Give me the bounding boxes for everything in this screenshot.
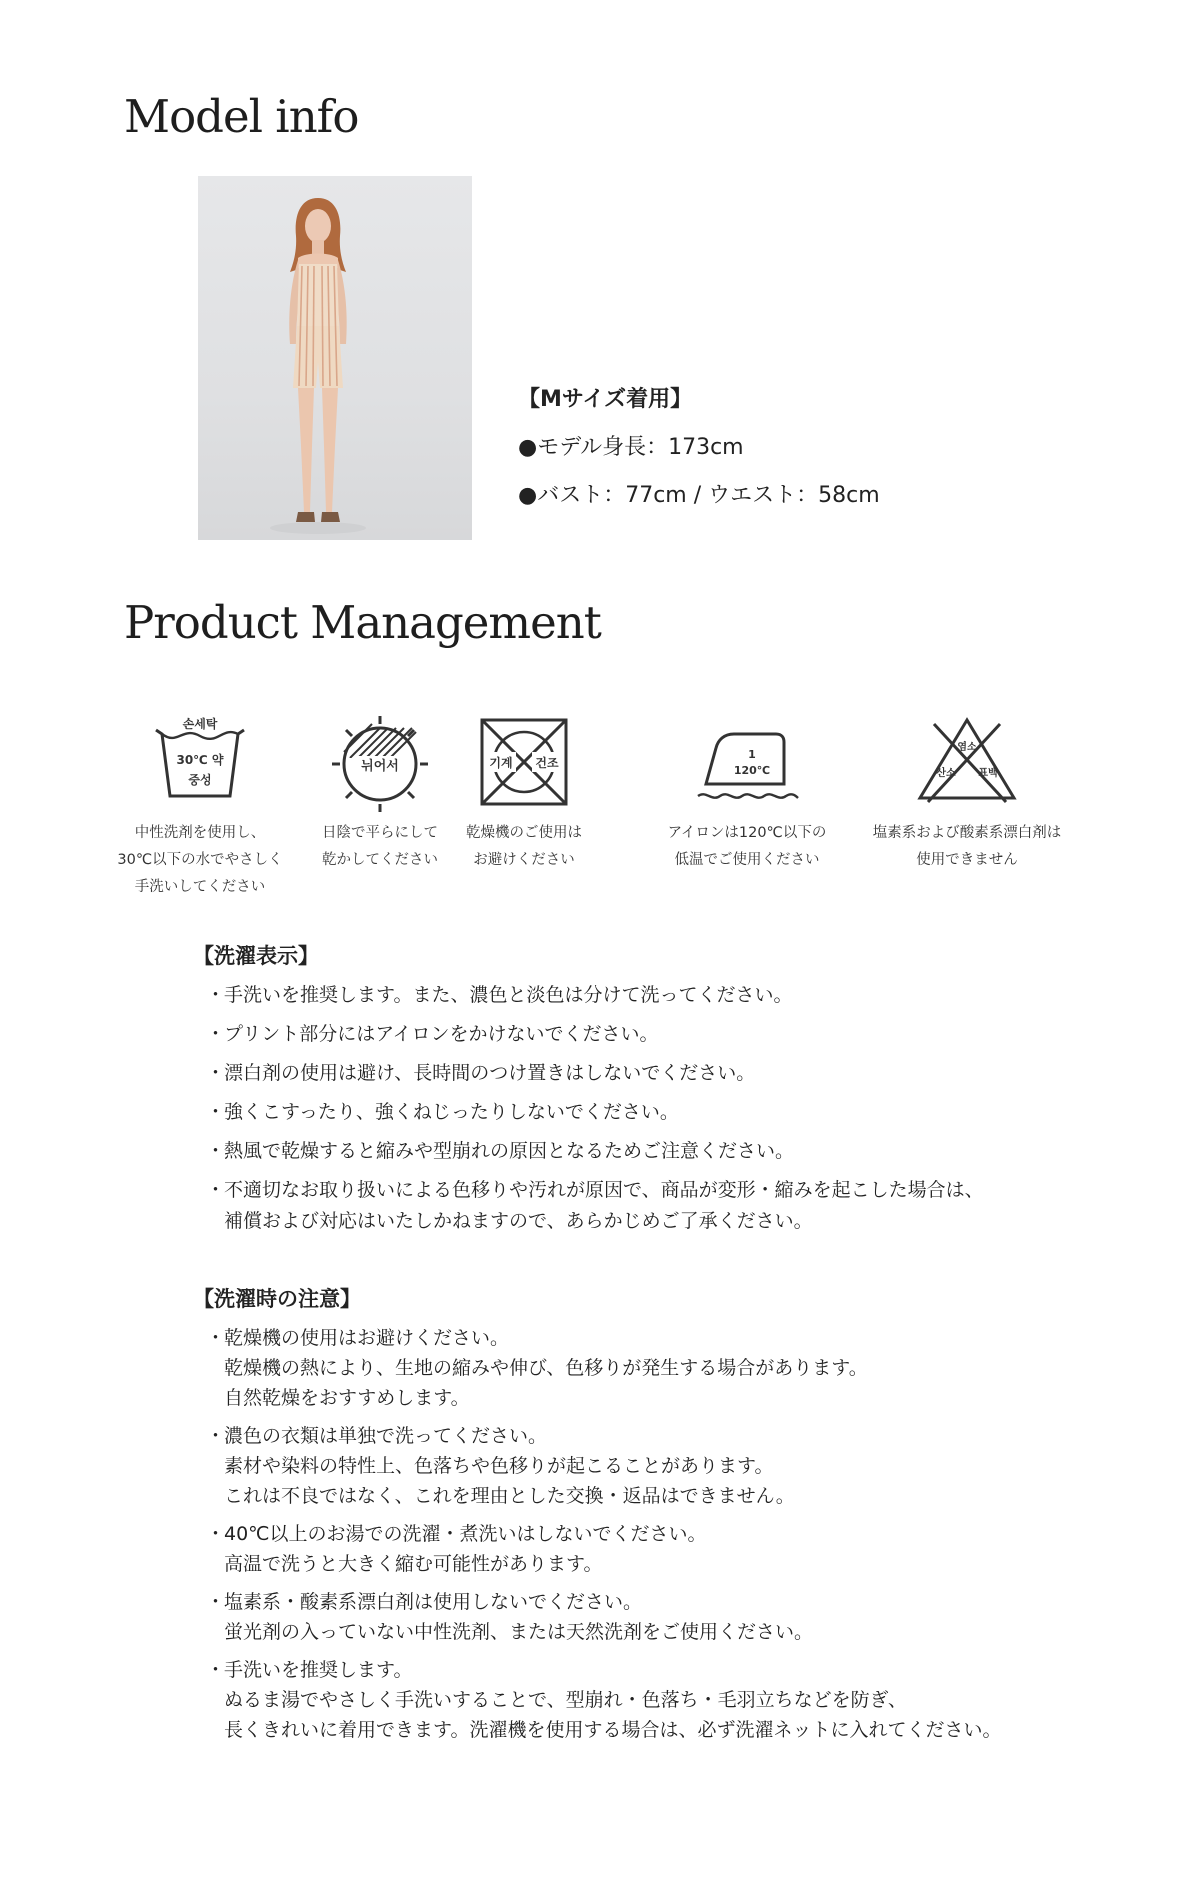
svg-text:표백: 표백 (978, 768, 998, 779)
wash-caution-list (193, 1323, 1001, 1745)
list-item: ・ 乾燥機の使用はお避けください。 乾燥機の熱により、生地の縮みや伸び、色移りが発生する場合があります。 自然乾燥をおすすめします。 (206, 1327, 868, 1409)
no-tumble-dry-caption: 乾燥機のご使用は お避けください (466, 825, 582, 868)
svg-text:30℃ 약: 30℃ 약 (176, 753, 224, 767)
wash-display-section (193, 940, 984, 1237)
hand-wash-caption: 中性洗剤を使用し、 30℃以下の水でやさしく 手洗いしてください (117, 825, 283, 895)
hand-wash-30-icon (148, 712, 252, 812)
wash-caution-heading: 【洗濯時の注意】 (193, 1287, 361, 1311)
model-size-label: 【Mサイズ着用】 (518, 387, 693, 412)
list-item: ・ 強くこすったり、強くねじったりしないでください。 (206, 1101, 679, 1123)
list-item: ・ プリント部分にはアイロンをかけないでください。 (206, 1023, 659, 1045)
svg-text:건조: 건조 (535, 756, 559, 770)
no-tumble-dry-icon (472, 712, 576, 812)
no-bleach-caption: 塩素系および酸素系漂白剤は 使用できません (872, 825, 1062, 868)
wash-display-heading: 【洗濯表示】 (193, 944, 319, 968)
iron-120-icon (692, 712, 802, 812)
no-bleach-icon (912, 712, 1022, 812)
svg-text:뉘어서: 뉘어서 (361, 759, 399, 774)
model-info-title: Model info (124, 90, 359, 143)
list-item: ・ 熱風で乾燥すると縮みや型崩れの原因となるためご注意ください。 (206, 1140, 795, 1162)
product-management-title: Product Management (124, 596, 601, 649)
svg-text:1: 1 (748, 748, 756, 761)
wash-caution-section (193, 1283, 1001, 1753)
model-measurements: ●バスト：77cm / ウエスト：58cm (518, 483, 880, 508)
model-figure-illustration (198, 176, 472, 540)
dry-flat-shade-icon (328, 712, 432, 812)
list-item: ・ 手洗いを推奨します。また、濃色と淡色は分けて洗ってください。 (206, 984, 793, 1006)
model-height: ●モデル身長：173cm (518, 435, 744, 460)
list-item: ・ 濃色の衣類は単独で洗ってください。 素材や染料の特性上、色落ちや色移りが起こることがあります。 これは不良ではなく、これを理由とした交換・返品はできません。 (206, 1425, 795, 1507)
model-photo (198, 176, 472, 540)
wash-display-list (193, 980, 984, 1237)
svg-text:중성: 중성 (188, 773, 212, 787)
list-item: ・ 不適切なお取り扱いによる色移りや汚れが原因で、商品が変形・縮みを起こした場合は、 補償および対応はいたしかねますので、あらかじめご了承ください。 (206, 1179, 984, 1232)
svg-text:산소: 산소 (936, 768, 956, 779)
svg-text:120℃: 120℃ (733, 764, 771, 777)
list-item: ・ 漂白剤の使用は避け、長時間のつけ置きはしないでください。 (206, 1062, 756, 1084)
list-item: ・ 40℃以上のお湯での洗濯・煮洗いはしないでください。 高温で洗うと大きく縮む可能性があります。 (206, 1523, 707, 1575)
model-info-text (518, 376, 880, 520)
dry-flat-caption: 日陰で平らにして 乾かしてください (322, 825, 438, 868)
iron-caption: アイロンは120℃以下の 低温でご使用ください (667, 825, 827, 868)
list-item: ・ 手洗いを推奨します。 ぬるま湯でやさしく手洗いすることで、型崩れ・色落ち・毛羽立ちなどを防ぎ、 長くきれいに着用できます。洗濯機を使用する場合は、必ず洗濯ネットに入れてください。 (206, 1659, 1002, 1741)
svg-text:염소: 염소 (957, 742, 977, 753)
list-item: ・ 塩素系・酸素系漂白剤は使用しないでください。 蛍光剤の入っていない中性洗剤、または天然洗剤をご使用ください。 (206, 1591, 814, 1643)
svg-text:손세탁: 손세탁 (182, 717, 218, 731)
svg-text:기계: 기계 (489, 756, 513, 770)
